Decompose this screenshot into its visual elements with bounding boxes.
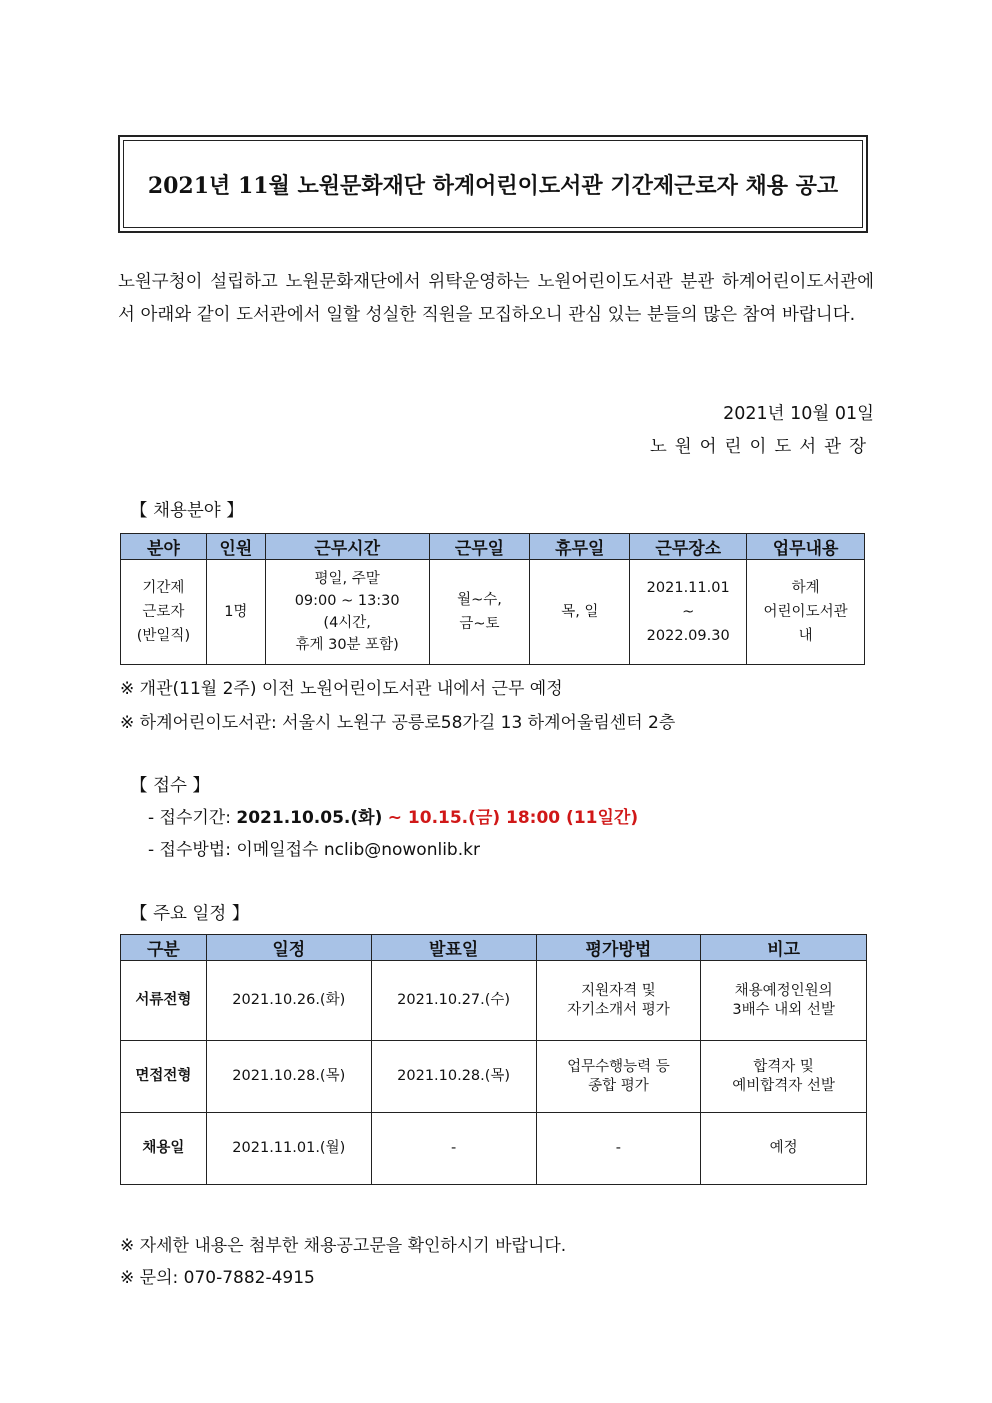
schedule-header-row — [121, 935, 867, 961]
stage-cell: 면접전형 — [121, 1041, 207, 1113]
col-header: 분야 — [121, 534, 207, 560]
recruit-heading: 【 채용분야 】 — [130, 501, 244, 521]
schedule-table — [120, 934, 867, 1185]
cell-offdays: 목, 일 — [530, 560, 630, 665]
intro-paragraph: 노원구청이 설립하고 노원문화재단에서 위탁운영하는 노원어린이도서관 분관 하계어린이도서관에서 아래와 같이 도서관에서 일할 성실한 직원을 모집하오니 관심 있는 분들의 많은 참여 바랍니다. — [118, 272, 874, 325]
col-header: 근무일 — [429, 534, 530, 560]
schedule-heading: 【 주요 일정 】 — [130, 904, 250, 924]
schedule-row — [121, 1113, 867, 1185]
announce-cell: - — [371, 1113, 536, 1185]
note-cell: 합격자 및 예비합격자 선발 — [701, 1041, 867, 1113]
col-header: 비고 — [701, 935, 867, 961]
note-cell: 채용예정인원의 3배수 내외 선발 — [701, 961, 867, 1041]
apply-method: - 접수방법: 이메일접수 nclib@nowonlib.kr — [148, 840, 480, 860]
recruit-row — [121, 560, 865, 665]
page-title: 2021년 11월 노원문화재단 하계어린이도서관 기간제근로자 채용 공고 — [147, 172, 839, 199]
footer-note-attachment: ※ 자세한 내용은 첨부한 채용공고문을 확인하시기 바랍니다. — [120, 1236, 567, 1256]
recruit-header-row — [121, 534, 865, 560]
cell-duty: 하계 어린이도서관 내 — [747, 560, 865, 665]
method-cell: 업무수행능력 등 종합 평가 — [536, 1041, 701, 1113]
cell-workdays: 월~수, 금~토 — [429, 560, 530, 665]
title-inner-frame — [123, 140, 863, 228]
date-cell: 2021.10.26.(화) — [206, 961, 371, 1041]
col-header: 업무내용 — [747, 534, 865, 560]
cell-field: 기간제 근로자 (반일직) — [121, 560, 207, 665]
col-header: 휴무일 — [530, 534, 630, 560]
apply-period-label: - 접수기간: — [148, 808, 231, 828]
note-cell: 예정 — [701, 1113, 867, 1185]
issuer: 노원어린이도서관장 — [649, 437, 874, 457]
col-header: 인원 — [206, 534, 265, 560]
col-header: 근무시간 — [265, 534, 429, 560]
date-cell: 2021.11.01.(월) — [206, 1113, 371, 1185]
schedule-row — [121, 961, 867, 1041]
col-header: 구분 — [121, 935, 207, 961]
apply-period-start: 2021.10.05.(화) — [236, 808, 383, 828]
recruit-note-address: ※ 하계어린이도서관: 서울시 노원구 공릉로58가길 13 하계어울림센터 2층 — [120, 713, 676, 733]
date-cell: 2021.10.28.(목) — [206, 1041, 371, 1113]
recruit-note-opening: ※ 개관(11월 2주) 이전 노원어린이도서관 내에서 근무 예정 — [120, 679, 563, 699]
recruit-table — [120, 533, 865, 665]
cell-hours: 평일, 주말 09:00 ~ 13:30 (4시간, 휴게 30분 포함) — [265, 560, 429, 665]
title-box — [118, 135, 868, 233]
stage-cell: 서류전형 — [121, 961, 207, 1041]
col-header: 평가방법 — [536, 935, 701, 961]
apply-period-end: ~ 10.15.(금) 18:00 (11일간) — [387, 808, 639, 828]
col-header: 근무장소 — [630, 534, 747, 560]
announce-cell: 2021.10.28.(목) — [371, 1041, 536, 1113]
footer-note-contact: ※ 문의: 070-7882-4915 — [120, 1268, 315, 1288]
cell-count: 1명 — [206, 560, 265, 665]
col-header: 일정 — [206, 935, 371, 961]
announce-cell: 2021.10.27.(수) — [371, 961, 536, 1041]
method-cell: 지원자격 및 자기소개서 평가 — [536, 961, 701, 1041]
announcement-date: 2021년 10월 01일 — [723, 404, 874, 424]
schedule-row — [121, 1041, 867, 1113]
stage-cell: 채용일 — [121, 1113, 207, 1185]
cell-period: 2021.11.01 ~ 2022.09.30 — [630, 560, 747, 665]
apply-period — [148, 803, 638, 828]
apply-heading: 【 접수 】 — [130, 776, 210, 796]
method-cell: - — [536, 1113, 701, 1185]
col-header: 발표일 — [371, 935, 536, 961]
